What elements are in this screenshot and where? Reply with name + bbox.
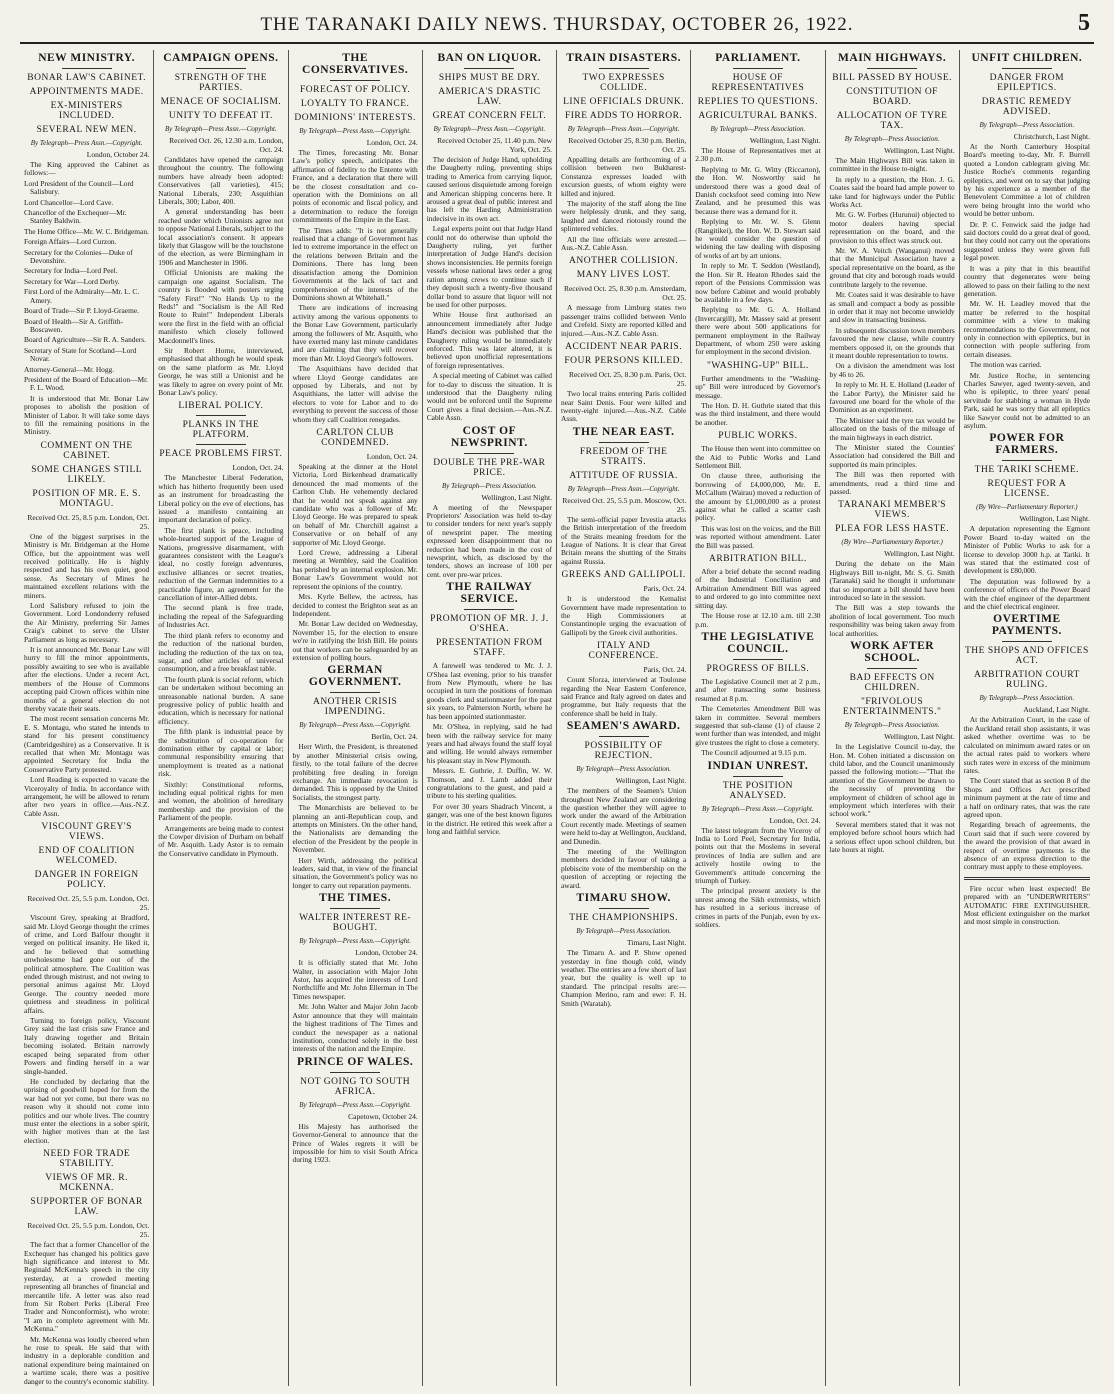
- subheading: VIEWS OF MR. R. MCKENNA.: [45, 1173, 128, 1194]
- article-headline: TIMARU SHOW.: [576, 892, 671, 905]
- subheading: PEACE PROBLEMS FIRST.: [159, 449, 283, 460]
- paragraph: The Council adjourned at 9.15 p.m.: [701, 748, 807, 758]
- subheading: THE CHAMPIONSHIPS.: [569, 913, 678, 924]
- paragraph: Replying to Mr. G. A. Holland (Invercargill), Mr. Massey said at present there were about 500 applications for permanent employment in the Railway Department, of whom 250 were asking for employment in the second division.: [695, 305, 821, 357]
- byline: By Telegraph—Press Association.: [979, 694, 1075, 703]
- article-headline: COST OF NEWSPRINT.: [451, 424, 528, 449]
- paragraph: The latest telegram from the Viceroy of India to Lord Peel, Secretary for India, points out that the Moslems in several provinces of India are sullen and are actively hostile owing to the Government's attitude concerning the triumph of Turkey.: [695, 825, 821, 885]
- paragraph: After a brief debate the second reading of the Industrial Conciliation and Arbitration Amendment Bill was agreed to and ordered to go into committee next sitting day.: [695, 567, 821, 610]
- article-headline: BAN ON LIQUOR.: [437, 52, 542, 64]
- paragraph: Legal experts point out that Judge Hand could not do otherwise than uphold the Daugherty ruling, yet further interpretation of Judge Hand's decision shows inconsistencies. He permits foreign vessels whose national laws order a grog ration among crews to continue such if they deposit such a twenty-five thousand dollar bond to assure that liquor will not be used for other purposes.: [426, 224, 552, 309]
- paragraph: The Cemeteries Amendment Bill was taken in committee. Several members suggested that sub-clause (1) of clause 2 went further than was intended, and might give trustees the right to close a cemetery.: [695, 704, 821, 747]
- subheading: MANY LIVES LOST.: [576, 270, 671, 281]
- paragraph: The principal present anxiety is the unrest among the Sikh extremists, which has resulted in a serious increase of crimes in parts of the Punjab, even by ex-soldiers.: [695, 886, 821, 930]
- list-item: Lord President of the Council—Lord Salisbury.: [24, 178, 134, 197]
- subheading: END OF COALITION WELCOMED.: [38, 846, 135, 867]
- subheading: REPLIES TO QUESTIONS.: [697, 97, 818, 107]
- byline: By Telegraph—Press Assn.—Copyright.: [299, 721, 411, 730]
- list-item: Attorney-General—Mr. Hogg.: [24, 364, 115, 374]
- paragraph: In the Legislative Council to-day, the Hon. M. Cohen initiated a discussion on child labor, and the Council unanimously passed the following motion:—"That the attention of the Government be drawn to the necessity of preventing the employment of children of school age in employment which interferes with their school work.": [829, 742, 955, 819]
- byline: By Telegraph—Press Association.: [844, 721, 940, 730]
- subheading: DOMINIONS' INTERESTS.: [294, 113, 416, 123]
- subheading: FREEDOM OF THE STRAITS.: [579, 446, 668, 467]
- paragraph: On a division the amendment was lost by 46 to 26.: [829, 361, 955, 379]
- divider: [330, 80, 380, 81]
- list-item: Secretary for War—Lord Derby.: [24, 276, 120, 286]
- paragraph: One of the biggest surprises in the Ministry is Mr. Bridgeman at the Home Office, but the appointment was well received politically. He is highly respected and has his own quiet, good sense. As Secretary of Mines he maintained excellent relations with the miners.: [24, 531, 150, 600]
- divider: [599, 736, 649, 737]
- byline: By Telegraph—Press Assn.—Copyright.: [30, 139, 143, 147]
- divider: [330, 1072, 380, 1073]
- paragraph: It is officially stated that Mr. John Walter, in association with Major John Astor, has acquired the interests of Lord Northcliffe and Mr. John Ellerman in The Times newspaper.: [292, 958, 418, 1001]
- subheading: AGRICULTURAL BANKS.: [698, 111, 818, 121]
- article-headline: CAMPAIGN OPENS.: [163, 52, 279, 64]
- paragraph: Official Unionists are making the campaign one against Socialism. The country is flooded with posters urging "Safety First!" "No Hands Up to the Reds!" and "Socialism is the All Red Route to Ruin!" Independent Liberals were the first in the field with an official manifesto which closely followed Macdonnell's lines.: [158, 268, 284, 345]
- paragraph: The second plank is free trade, including the repeal of the Safeguarding of Industries Act.: [158, 603, 284, 630]
- byline: By Telegraph—Press Assn.—Copyright.: [299, 127, 411, 135]
- paragraph: White House first authorised an announcement immediately after Judge Hand's decision was published that the Daugherty ruling would be immediately enforced. This was later altered, it is believed upon unofficial representations of foreign representatives.: [426, 310, 552, 370]
- paragraph: Mr. McKenna was loudly cheered when he rose to speak. He said that with industry in a deplorable condition and national expenditure being maintained on a wartime scale, there was a positive danger to the country's economic stability.: [24, 1334, 150, 1386]
- subheading: PROGRESS OF BILLS.: [706, 663, 810, 674]
- paragraph: The Legislative Council met at 2 p.m., and after transacting some business resumed at 8 p.m.: [695, 676, 821, 703]
- paragraph: The King approved the Cabinet as follows:—: [24, 160, 150, 178]
- divider: [733, 659, 783, 660]
- subheading: ALLOCATION OF TYRE TAX.: [836, 111, 948, 131]
- dateline: Received Oct. 25, 5.5 p.m. London, Oct. 25.: [27, 894, 150, 913]
- paragraph: Messrs. E. Guthrie, J. Duffin, W. W. Thomson, and J. Lamb added their congratulations to the guest, and paid a tribute to his sterling qualities.: [426, 766, 552, 801]
- paragraph: The Bill was a step towards the abolition of local government. Too much responsibility was being taken away from local authorities.: [829, 603, 955, 638]
- paragraph: For over 30 years Shadrach Vincent, a ganger, was one of the best known figures in the district. He retired this week after a long and faithful service.: [426, 801, 552, 836]
- subheading: MENACE OF SOCIALISM.: [160, 97, 282, 107]
- byline: By Telegraph—Press Association.: [979, 121, 1075, 129]
- paragraph: The majority of the staff along the line were helplessly drunk, and they sang, laughed and danced riotously round the splintered vehicles.: [561, 199, 687, 234]
- subheading: PROMOTION OF MR. J. J. O'SHEA.: [430, 614, 549, 635]
- subheading: REQUEST FOR A LICENSE.: [987, 479, 1067, 500]
- article-headline: UNFIT CHILDREN.: [971, 52, 1083, 64]
- subheading: FOUR PERSONS KILLED.: [564, 356, 683, 367]
- paragraph: A meeting of the Newspaper Proprietors' Association was held to-day to consider tenders for next year's supply of newsprint paper. The meeting expressed keen disappointment that no reduction had been made in the cost of newsprint, which, as disclosed by the tenders, shows an increase of 100 per cent. over pre-war prices.: [426, 502, 552, 579]
- divider: [867, 668, 917, 669]
- divider: [1002, 68, 1053, 69]
- list-item: Secretary of State for Scotland—Lord Novar.: [24, 345, 137, 364]
- list-item: Board of Trade—Sir P. Lloyd-Graeme.: [24, 306, 139, 316]
- paragraph: Appalling details are forthcoming of a collision between two Bukharest-Constanza expresses loaded with excursion guests, of whom eighty were killed and injured.: [561, 155, 687, 198]
- dateline: Wellington, Last Night.: [481, 492, 552, 502]
- article-headline: PARLIAMENT.: [715, 52, 801, 64]
- subheading: WALTER INTEREST RE-BOUGHT.: [299, 913, 412, 934]
- paragraph: The Court stated that as section 8 of the Shops and Offices Act prescribed minimum payment at the rate of time and a half on ordinary rates, that was the rate agreed upon.: [963, 776, 1090, 819]
- dateline: Christchurch, Last Night.: [1013, 132, 1090, 141]
- subheading: PUBLIC WORKS.: [718, 431, 798, 442]
- subheading: STRENGTH OF THE PARTIES.: [174, 73, 268, 93]
- subheading: ATTITUDE OF RUSSIA.: [569, 470, 678, 481]
- paragraph: The Timaru A. and P. Show opened yesterday in fine though cold, windy weather. The entries are a few short of last year, but the quality is well up to standard. The principal results are:— Champion Merino, ram and ewe: F. H. Smith (Waratah).: [561, 948, 687, 1008]
- list-item: Secretary for the Colonies—Duke of Devonshire.: [24, 247, 133, 266]
- paragraph: Mr. W. A. Veitch (Wanganui) moved that the Municipal Association have a special representative on the board, as the ground that city and borough roads would contribute largely to the revenue.: [829, 246, 955, 289]
- paragraph: The Minister stated the Counties' Association had considered the Bill and supported its main principles.: [829, 443, 955, 469]
- article-headline: MAIN HIGHWAYS.: [838, 52, 947, 64]
- subheading: DRASTIC REMEDY ADVISED.: [981, 97, 1072, 117]
- news-column: [289, 50, 423, 1386]
- news-column: [423, 50, 557, 1386]
- article-headline: GERMAN GOVERNMENT.: [308, 664, 402, 689]
- list-item: The Home Office—Mr. W. C. Bridgeman.: [24, 226, 149, 236]
- dateline: London, Oct. 24.: [366, 452, 418, 461]
- paragraph: Further amendments to the "Washing-up" Bill were introduced by Governor's message.: [695, 373, 821, 400]
- subheading: SHIPS MUST BE DRY.: [438, 73, 540, 83]
- divider: [599, 442, 649, 443]
- masthead-title: THE TARANAKI DAILY NEWS. THURSDAY, OCTOBER 26, 1922.: [260, 14, 854, 35]
- subheading: POSSIBILITY OF REJECTION.: [584, 741, 663, 762]
- paragraph: The Asquithians have decided that where Lloyd George candidates are opposed by Liberals, and not by Asquithians, the latter will advise the electors to vote for Labor and to do everything to prevent the success of those whom they call Coalition renegades.: [292, 364, 418, 424]
- paragraph: The decision of Judge Hand, upholding the Daugherty ruling, preventing ships trading to America from carrying liquor, caused serious disquietude among foreign and American shipping concerns here. It aroused a great deal of public interest and has left the Harding Administration indecisive in its own act.: [426, 155, 552, 223]
- paragraph: The first plank is peace, including whole-hearted support of the League of Nations, progressive disarmament, with guarantees consistent with the League's ideal, no costly foreign adventures, exclusive alliances or secret treaties, reduction of the German indemnities to a practicable figure, an agreement for the cancellation of inter-Allied debts.: [158, 525, 284, 603]
- paragraph: A farewell was tendered to Mr. J. J. O'Shea last evening, prior to his transfer from New Plymouth, where he has occupied in turn the positions of foreman goods clerk and stationmaster for the past six years, to Palmerston North, where he has been appointed stationmaster.: [426, 661, 552, 721]
- divider: [964, 877, 1090, 880]
- subheading: NOT GOING TO SOUTH AFRICA.: [300, 1076, 411, 1097]
- paragraph: Herr Wirth, addressing the political leaders, said that, in view of the financial situation, the Government's policy was no longer to carry out reparation payments.: [292, 855, 418, 890]
- paragraph: This was lost on the voices, and the Bill was reported without amendment. Later the Bill was passed.: [695, 523, 821, 550]
- paragraph: Sixthly: Constitutional reforms, including equal political rights for men and women, the abolition of hereditary membership and the provision of the Parliament of the people.: [158, 779, 284, 823]
- paragraph: The meeting of the Wellington members decided in favour of taking a plebiscite vote of the membership on the question of accepting or rejecting the award.: [561, 847, 687, 890]
- cabinet-list: [24, 180, 149, 393]
- paragraph: The motion was carried.: [969, 360, 1042, 370]
- paragraph: Mrs. Kyrle Bellew, the actress, has decided to contest the Brighton seat as an Independent.: [292, 592, 418, 618]
- paragraph: Mr. Coates said it was desirable to have as small and compact a body as possible in order that it may not become unwieldy and slow in transacting business.: [829, 290, 955, 325]
- paragraph: It is understood the Kemalist Government have made representation to the High Commissioners at Constantinople urging the evacuation of Gallipoli by the Greek civil authorities.: [561, 594, 687, 637]
- subheading: PLANKS IN THE PLATFORM.: [182, 420, 260, 441]
- paragraph: Mr. Justice Roche, in sentencing Charles Sawyer, aged twenty-seven, and who is epileptic, to three years' penal servitude for stabbing a woman in Hyde Park, said he was sorry that all epileptics like Sawyer could not be admitted to an asylum.: [963, 370, 1090, 430]
- divider: [196, 415, 246, 416]
- dateline: Wellington, Last Night.: [615, 776, 687, 786]
- byline: By Telegraph—Press Assn.—Copyright.: [567, 125, 680, 133]
- paragraph: Several members stated that it was not employed before school hours which had a serious effect upon school children, but late hours at night.: [829, 819, 955, 854]
- subheading: FORECAST OF POLICY.: [300, 85, 411, 95]
- article-headline: POWER FOR FARMERS.: [989, 432, 1065, 457]
- page-number: 5: [1078, 10, 1090, 36]
- subheading: SOME CHANGES STILL LIKELY.: [31, 464, 143, 485]
- paragraph: Replying to Mr. G. Witty (Riccarton), the Hon. W. Nosworthy said he understood there was a good deal of Danish cocksfoot seed coming into New Zealand, and he presumed this was because there was a demand for it.: [695, 164, 821, 216]
- list-item: Foreign Affairs—Lord Curzon.: [24, 237, 117, 247]
- subheading: "WASHING-UP" BILL.: [707, 360, 809, 371]
- news-column: [154, 50, 288, 1386]
- paragraph: Dr. P. C. Fenwick said the judge had said doctors could do a great deal of good, but they could not carry out the operations suggested unless they were given full legal power.: [963, 219, 1090, 263]
- paragraph: In reply to a question, the Hon. J. G. Coates said the board had ample power to take land for highways under the Public Works Act.: [829, 174, 955, 210]
- paragraph: Candidates have opened the campaign throughout the country. The following numbers have already been adopted: Conservatives (all varieties), 415; National Liberals, 230; Asquithian Liberals, 300; Labor, 400.: [158, 155, 284, 207]
- dateline: London, October 24.: [86, 150, 150, 159]
- divider: [330, 692, 380, 693]
- paragraph: He concluded by declaring that the uprising of goodwill hoped for from the war had not yet come, but there was no reason why it should not come into politics and our whole lives. The country must enter the elections in a sober spirit, with higher motives than at the last election.: [24, 1076, 150, 1145]
- paragraph: It is not announced Mr. Bonar Law will hurry to fill the minor appointments, possibly awaiting to see who is available after the elections. Under a recent Act, members of the House of Commons accepting paid Crown offices within nine months of a general election do not thereby vacate their seats.: [24, 645, 150, 713]
- article-headline: INDIAN UNREST.: [707, 759, 809, 772]
- paragraph: Count Sforza, interviewed at Toulouse regarding the Near Eastern Conference, said France and Italy agreed on dates and programme, but Italy requests that the conference shall be held in Italy.: [561, 675, 687, 718]
- article-headline: SEAMEN'S AWARD.: [566, 720, 681, 733]
- article-headline: THE LEGISLATIVE COUNCIL.: [701, 630, 815, 655]
- paragraph: A message from Limburg states two passenger trains collided between Venlo and Crefeld. Sixty are reported killed and injured.—Aus.-N.Z. Cable Assn.: [561, 303, 687, 338]
- subheading: THE TARIKI SCHEME.: [974, 465, 1080, 476]
- article-headline: WORK AFTER SCHOOL.: [850, 640, 935, 665]
- dateline: Auckland, Last Night.: [1023, 705, 1090, 715]
- subheading: PLEA FOR LESS HASTE.: [835, 524, 950, 535]
- article-headline: PRINCE OF WALES.: [296, 1055, 414, 1068]
- subheading: TWO EXPRESSES COLLIDE.: [582, 73, 665, 93]
- subheading: ANOTHER CRISIS IMPENDING.: [312, 697, 398, 718]
- subheading: BONAR LAW'S CABINET.: [27, 73, 146, 83]
- paragraph: The Manchester Liberal Federation, which has hitherto frequently been used as an instrument for broadcasting the Liberal policy on the eve of elections, has issued a manifesto containing an important declaration of policy.: [158, 473, 284, 525]
- divider: [464, 68, 514, 69]
- list-item: First Lord of the Admiralty—Mr. L. C. Amery.: [24, 287, 140, 305]
- article-headline: TRAIN DISASTERS.: [566, 52, 681, 64]
- paragraph: Replying to Mr. W. S. Glenn (Rangitikei), the Hon. W. D. Stewart said he would consider the question of widening the law dealing with disposing of works of art by art unions.: [695, 217, 821, 260]
- subheading: DANGER FROM EPILEPTICS.: [989, 73, 1065, 93]
- article-headline: THE TIMES.: [319, 892, 392, 905]
- paragraph: Lord Salisbury refused to join the Government. Lord Londonderry refused the Air Ministry, preferring Sir James Craig's cabinet to serve the Ulster Parliament as long as necessary.: [24, 601, 150, 644]
- paragraph: The fifth plank is industrial peace by the substitution of co-operation for domination either by capital or labor; communal responsibility ensuring that unemployment is treated as a national risk.: [158, 727, 284, 779]
- news-column: [826, 50, 960, 1386]
- divider: [196, 68, 246, 69]
- dateline: London, Oct. 24.: [366, 138, 418, 147]
- dateline: Received Oct. 25, 8.30 p.m. Paris, Oct. 25.: [568, 370, 687, 389]
- dateline: Received Oct. 25, 8.30 p.m. Amsterdam, Oct. 25.: [563, 284, 687, 303]
- paragraph: At the Arbitration Court, in the case of the Auckland retail shop assistants, it was asked whether overtime was to be calculated on minimum award rates or on the actual rates paid to workers where such rates were in excess of the minimum rates.: [963, 715, 1090, 775]
- subheading: UNITY TO DEFEAT IT.: [168, 111, 273, 121]
- paragraph: The deputation was followed by a conference of officers of the Power Board with the chief engineer of the department and the chief electrical engineer.: [963, 576, 1090, 612]
- paragraph: The semi-official paper Izvestia attacks the British interpretation of the freedom of the Straits meaning freedom for the League of Nations. It is clear that Great Britain means the shutting of the Straits against Russia.: [561, 514, 687, 566]
- byline: By Telegraph—Press Association.: [844, 135, 940, 143]
- paragraph: Speaking at the dinner at the Hotel Victoria, Lord Birkenhead dramatically denounced the mad moments of the Carlton Club. He vehemently declared that he would not speak against any candidate who was a follower of Mr. Lloyd George. He was prepared to speak on behalf of Mr. Churchill against a Conservative or on behalf of any supporter of Mr. Lloyd George.: [292, 462, 418, 547]
- dateline: Received October 25, 8.30 p.m. Berlin, Oct. 25.: [568, 136, 687, 154]
- paragraph: Viscount Grey, speaking at Bradford, said Mr. Lloyd George thought the crimes of crime, and Lord Balfour thought it verged on political insanity. He liked it, and he believed that something unwholesome had gone out of the political atmosphere. The Coalition was ended through mistrust, and not owing to personal animus against Mr. Lloyd George. The country needed more quietness and steadiness in political affairs.: [24, 913, 150, 1015]
- list-item: Lord Chancellor—Lord Cave.: [24, 197, 114, 207]
- dateline: Wellington, Last Night.: [884, 732, 955, 742]
- article-headline: OVERTIME PAYMENTS.: [991, 613, 1062, 638]
- divider: [599, 908, 649, 909]
- dateline: London, October 24.: [355, 948, 418, 958]
- paragraph: Mr. G. W. Forbes (Hurunui) objected to motor dealers having special representation on the board, and the provision to this effect was struck out.: [829, 210, 955, 245]
- paragraph: A general understanding has been reached under which Unionists agree not to oppose National Liberals, subject to the local association's consent. It appears likely that Glasgow will be the touchstone of the election, as were Birmingham in 1906 and Manchester in 1906.: [158, 207, 284, 267]
- subheading: TARANAKI MEMBER'S VIEWS.: [838, 500, 947, 521]
- subheading: FIRE ADDS TO HORROR.: [564, 111, 683, 121]
- paragraph: Mr. O'Shea, in replying, said he had been with the railway service for many years and had always found the staff loyal and willing. He would always remember his pleasant stay in New Plymouth.: [426, 722, 552, 765]
- dateline: Received Oct. 25, 5.5 p.m. London, Oct. 25.: [27, 1221, 150, 1240]
- article-headline: THE RAILWAY SERVICE.: [446, 581, 533, 606]
- dateline: London, Oct. 24.: [232, 463, 284, 473]
- paragraph: The Bill was then reported with amendments, read a third time and passed.: [829, 470, 955, 497]
- paragraph: It was a pity that in this beautiful country that degenerates were being allowed to pass on their failing to the next generation.: [963, 263, 1090, 298]
- paragraph: In reply to Mr. H. E. Holland (Leader of the Labor Party), the Minister said he favoured one board for the whole of the Dominion as an experiment.: [829, 380, 955, 415]
- subheading: GREAT CONCERN FELT.: [432, 111, 547, 121]
- byline: By Telegraph—Press Association.: [710, 125, 806, 133]
- subheading: DANGER IN FOREIGN POLICY.: [34, 870, 139, 891]
- subheading: SEVERAL NEW MEN.: [36, 125, 137, 135]
- news-column: [20, 50, 154, 1386]
- byline: By Telegraph—Press Association.: [576, 927, 672, 936]
- paragraph: The Monarchists are believed to be planning an anti-Republican coup, and attempts on Ministers. On the other hand, the Nationalists are demanding the election of the President by the people in November.: [292, 803, 418, 855]
- divider: [464, 453, 514, 454]
- paragraph: The House of Representatives met at 2.30 p.m.: [695, 146, 821, 164]
- subheading: LIBERAL POLICY.: [178, 401, 264, 412]
- divider: [1002, 460, 1053, 461]
- paragraph: The House then went into committee on the Aid to Public Works and Land Settlement Bill.: [695, 444, 821, 470]
- subheading: EX-MINISTERS INCLUDED.: [50, 101, 123, 121]
- subheading: GREEKS AND GALLIPOLI.: [561, 570, 686, 581]
- dateline: Berlin, Oct. 24.: [371, 732, 418, 742]
- paragraph: Mr. W. H. Leadley moved that the matter be referred to the hospital committee with a view to making recommendations to the Government, not only in connection with epileptics, but in connection with people suffering from certain diseases.: [963, 299, 1090, 359]
- subheading: ACCIDENT NEAR PARIS.: [565, 342, 683, 353]
- subheading: ANOTHER COLLISION.: [568, 256, 679, 267]
- paragraph: Arrangements are being made to contest the Cowper division of Durham on behalf of Mr. Asquith. Lady Astor is to remain the Conservative candidate in Plymouth.: [158, 823, 284, 858]
- paragraph: On clause three, authorising the borrowing of £4,000,000, Mr. E. McCallum (Wairau) moved a reduction of the amount by £1,000,000 as a protest against what he called a scatter cash policy.: [695, 471, 821, 523]
- dateline: Paris, Oct. 24.: [643, 584, 687, 594]
- paragraph: Herr Wirth, the President, is threatened by another Ministerial crisis owing, firstly, to the total failure of the decree prohibiting free dealing in foreign exchange. An immediate revocation is demanded. This is opposed by the United Socialists, the strongest party.: [292, 742, 418, 802]
- paragraph: In subsequent discussion town members favoured the new clause, while country members opposed it, on the grounds that it meant double representation to towns.: [829, 325, 955, 360]
- byline: By Telegraph—Press Assn.—Copyright.: [299, 937, 411, 946]
- byline: By Telegraph—Press Assn.—Copyright.: [702, 804, 814, 813]
- byline: By Telegraph—Press Assn.—Copyright.: [165, 125, 277, 133]
- paragraph: Mr. John Walter and Major John Jacob Astor announce that they will maintain the highest traditions of The Times and conduct the newspaper as a national institution, conducted solely in the best interests of the nation and the Empire.: [292, 1002, 418, 1054]
- subheading: ARBITRATION BILL.: [709, 554, 807, 565]
- dateline: London, Oct. 24.: [769, 815, 821, 825]
- list-item: Secretary for India—Lord Peel.: [24, 266, 118, 276]
- dateline: Paris, Oct. 24.: [643, 665, 687, 675]
- byline: By Telegraph—Press Association.: [576, 765, 672, 774]
- byline: (By Wire—Parliamentary Reporter.): [976, 503, 1078, 512]
- dateline: Received October 25, 11.40 p.m. New York, Oct. 25.: [437, 136, 552, 154]
- subheading: BILL PASSED BY HOUSE.: [832, 73, 953, 83]
- paragraph: The House rose at 12.10 a.m. till 2.30 p.m.: [695, 611, 821, 629]
- subheading: DOUBLE THE PRE-WAR PRICE.: [433, 457, 546, 478]
- paragraph: The most recent sensation concerns Mr. E. S. Montagu, who stated he intends to stand for his present constituency (Cambridgeshire) as a Conservative. It is recalled that when Mr. Montagu was appointed Secretary for India the Conservative Party protested.: [24, 714, 150, 774]
- paragraph: The fourth plank is social reform, which can be undertaken without becoming an unreasonable national burden. A sane progressive policy of public health and education, which is necessary for national efficiency.: [158, 674, 284, 726]
- paragraph: Two local trains entering Paris collided near Saint Denis. Four were killed and twenty-eight injured.—Aus.-N.Z. Cable Assn.: [561, 389, 687, 424]
- dateline: Received Oct. 25, 5.5 p.m. Moscow, Oct. 25.: [562, 495, 687, 514]
- divider: [733, 68, 783, 69]
- columns: [20, 50, 1094, 1386]
- paragraph: The Minister said the tyre tax would be allocated on the basis of the mileage of the main highways in each district.: [829, 415, 955, 442]
- byline: By Telegraph—Press Assn.—Copyright.: [433, 125, 546, 133]
- subheading: LOYALTY TO FRANCE.: [300, 99, 410, 109]
- subheading: SUPPORTER OF BONAR LAW.: [30, 1197, 143, 1218]
- subheading: ARBITRATION COURT RULING.: [973, 670, 1080, 691]
- byline: By Telegraph—Press Assn.—Copyright.: [299, 1100, 411, 1109]
- divider: [196, 444, 246, 445]
- paragraph: Sir Robert Horne, interviewed, emphasised that although he would speak on the same platform as Mr. Lloyd George, he was still a Unionist and he was likely to agree on every point of Mr. Bonar Law's policy.: [158, 345, 284, 397]
- article-headline: THE NEAR EAST.: [572, 425, 675, 438]
- subheading: COMMENT ON THE CABINET.: [40, 440, 133, 461]
- paragraph: Mr. Bonar Law decided on Wednesday, November 15, for the election to ensure we're in ratifying the Irish Bill. He points out that workers can be safeguarded by an extension of polling hours.: [292, 619, 418, 662]
- paragraph: The Times, forecasting Mr. Bonar Law's policy speech, anticipates the affirmation of fidelity to the Entente with France, and a declaration that there will be the closest consultation and co-operation with the Dominions on all points of economic and fiscal policy, and a determination to reduce the foreign commitments of the Empire in the East.: [292, 148, 418, 225]
- subheading: AMERICA'S DRASTIC LAW.: [438, 87, 541, 107]
- paragraph: A special meeting of Cabinet was called for to-day to discuss the situation. It is understood that the Daugherty ruling would not be enforced until the Supreme Court gives a final decision.—Aus.-N.Z. Cable Assn.: [426, 371, 552, 423]
- byline: By Telegraph—Press Association.: [441, 481, 537, 490]
- subheading: THE POSITION ANALYSED.: [722, 780, 793, 801]
- dateline: Capetown, October 24.: [348, 1111, 418, 1121]
- paragraph: A deputation representing the Egmont Power Board to-day waited on the Minister of Public Works to ask for a license to develop 3000 h.p. at Tariki. It was stated that the estimated cost of development is £80,000.: [963, 524, 1090, 576]
- paragraph: The Hon. D. H. Guthrie stated that this was the third instalment, and there would be another.: [695, 400, 821, 427]
- subheading: ITALY AND CONFERENCE.: [588, 641, 659, 662]
- list-item: Chancellor of the Exchequer—Mr. Stanley Baldwin.: [24, 208, 127, 226]
- news-column: [960, 50, 1094, 1386]
- divider: [733, 776, 783, 777]
- subheading: NEED FOR TRADE STABILITY.: [43, 1149, 131, 1170]
- paragraph: In reply to Mr. T. Seddon (Westland), the Hon. Sir R. Heaton Rhodes said the report of the Pensions Commission was now before Cabinet and would probably be available in a few days.: [695, 261, 821, 304]
- byline: By Telegraph—Press Assn.—Copyright.: [567, 484, 680, 493]
- subheading: BAD EFFECTS ON CHILDREN.: [849, 673, 935, 694]
- list-item: President of the Board of Education—Mr. F. L. Wood.: [24, 374, 148, 393]
- paragraph: Fire occur when least expected! Be prepared with an "UNDERWRITERS" AUTOMATIC FIRE EXTINGUISHER. Most efficient extinguisher on the market and most simple in construction.: [963, 883, 1090, 927]
- paragraph: His Majesty has authorised the Governor-General to announce that the Prince of Wales regrets it will be impossible for him to visit South Africa during 1923.: [292, 1121, 418, 1165]
- divider: [330, 908, 380, 909]
- dateline: Wellington, Last Night.: [749, 136, 821, 145]
- subheading: LINE OFFICIALS DRUNK.: [563, 97, 685, 107]
- paragraph: There are indications of increasing activity among the various opponents to the Bonar Law Government, particularly among the followers of Mr. Asquith, who have exerted many last minute candidates and are claiming that they will recover more than Mr. Lloyd George's followers.: [292, 303, 418, 363]
- paragraph: During the debate on the Main Highways Bill to-night, Mr. S. G. Smith (Taranaki) said he thought it unfortunate that so important a bill should have been introduced so late in the session.: [829, 559, 955, 603]
- masthead: [20, 8, 1094, 44]
- article-headline: NEW MINISTRY.: [38, 52, 136, 64]
- list-item: Board of Agriculture—Sir R. A. Sanders.: [24, 335, 146, 345]
- subheading: THE SHOPS AND OFFICES ACT.: [965, 646, 1089, 667]
- dateline: Received Oct. 26, 12.30 a.m. London, Oct. 24.: [169, 136, 284, 154]
- subheading: CARLTON CLUB CONDEMNED.: [316, 428, 394, 448]
- divider: [599, 68, 649, 69]
- divider: [62, 68, 112, 69]
- article-headline: THE CONSERVATIVES.: [302, 52, 409, 76]
- dateline: Wellington, Last Night.: [1019, 514, 1090, 524]
- subheading: "FRIVOLOUS ENTERTAINMENTS.": [842, 697, 942, 718]
- subheading: CONSTITUTION OF BOARD.: [846, 87, 938, 107]
- subheading: VISCOUNT GREY'S VIEWS.: [41, 822, 132, 843]
- paragraph: The third plank refers to economy and the reduction of the national burden, including the reduction of the tax on tea, sugar, and other articles of universal consumption, and a free breakfast table.: [158, 630, 284, 674]
- subheading: HOUSE OF REPRESENTATIVES: [711, 73, 805, 93]
- paragraph: At the North Canterbury Hospital Board's meeting to-day, Mr. F. Burrell quoted a London cablegram giving Mr. Justice Roche's comments regarding epileptics, and went on to say that judging by his experience as a member of the Benevolent Committee a lot of children were being brought into the world who would be better unborn.: [963, 142, 1090, 219]
- paragraph: It is understood that Mr. Bonar Law proposes to abolish the position of Minister of Labor. It will take some days to fill the remaining positions in the Ministry.: [24, 393, 150, 437]
- paragraph: Lord Reading is expected to vacate the Viceroyalty of India. In accordance with arrangement, he will be allowed to return after two years in office.—Aus.-N.Z. Cable Assn.: [24, 775, 150, 818]
- subheading: PRESENTATION FROM STAFF.: [436, 638, 543, 659]
- dateline: Wellington, Last Night.: [884, 146, 955, 155]
- news-column: [691, 50, 825, 1386]
- byline: (By Wire—Parliamentary Reporter.): [841, 538, 943, 547]
- news-column: [557, 50, 691, 1386]
- paragraph: The Main Highways Bill was taken in committee in the House to-night.: [829, 156, 955, 174]
- paragraph: Lord Crewe, addressing a Liberal meeting at Wembley, said the Coalition has perished by an internal explosion. Mr. Bonar Law's Government would not represent the opinions of the country.: [292, 548, 418, 591]
- divider: [867, 68, 917, 69]
- dateline: Timaru, Last Night.: [626, 938, 687, 948]
- paragraph: The Times adds: "It is not generally realised that a change of Government has led to extreme importance in the effect on the relations between Britain and the Dominions. There has long been dissatisfaction among the Dominion Governments at the lack of tact and comprehension of the interests of the Dominions shown at Whitehall.": [292, 225, 418, 302]
- list-item: Board of Health—Sir A. Griffith-Boscawen.: [24, 316, 124, 334]
- paragraph: The members of the Seamen's Union throughout New Zealand are considering the question whether they will agree to work under the award of the Arbitration Court recently made. Meetings of seamen were held to-day at Wellington, Auckland, and Dunedin.: [561, 786, 687, 846]
- divider: [464, 609, 514, 610]
- divider: [1002, 641, 1053, 642]
- subheading: POSITION OF MR. E. S. MONTAGU.: [32, 488, 141, 509]
- subheading: APPOINTMENTS MADE.: [29, 87, 144, 97]
- paragraph: Turning to foreign policy, Viscount Grey said the last crisis saw France and Italy drawing together and Britain becoming isolated. Britain narrowly escaped being separated from other Powers and finding herself in a war single-handed.: [24, 1016, 150, 1076]
- paragraph: All the line officials were arrested.—Aus.-N.Z. Cable Assn.: [561, 234, 687, 253]
- dateline: Wellington, Last Night.: [884, 549, 955, 559]
- dateline: Received Oct. 25, 8.5 p.m. London, Oct. 25.: [27, 512, 150, 531]
- paragraph: The fact that a former Chancellor of the Exchequer has changed his politics gave high significance and interest to Mr. Reginald McKenna's speech in the city yesterday, at a crowded meeting representing all branches of financial and mercantile life. A letter was also read from Sir Robert Perks (Liberal Free Trader and Nonconformist), who wrote: "I am in complete agreement with Mr. McKenna.": [24, 1240, 150, 1334]
- paragraph: Regarding breach of agreements, the Court said that if such were covered by the award the provision of that award in respect of overtime payments is the absence of an express direction to the contrary must apply to these employees.: [963, 820, 1090, 872]
